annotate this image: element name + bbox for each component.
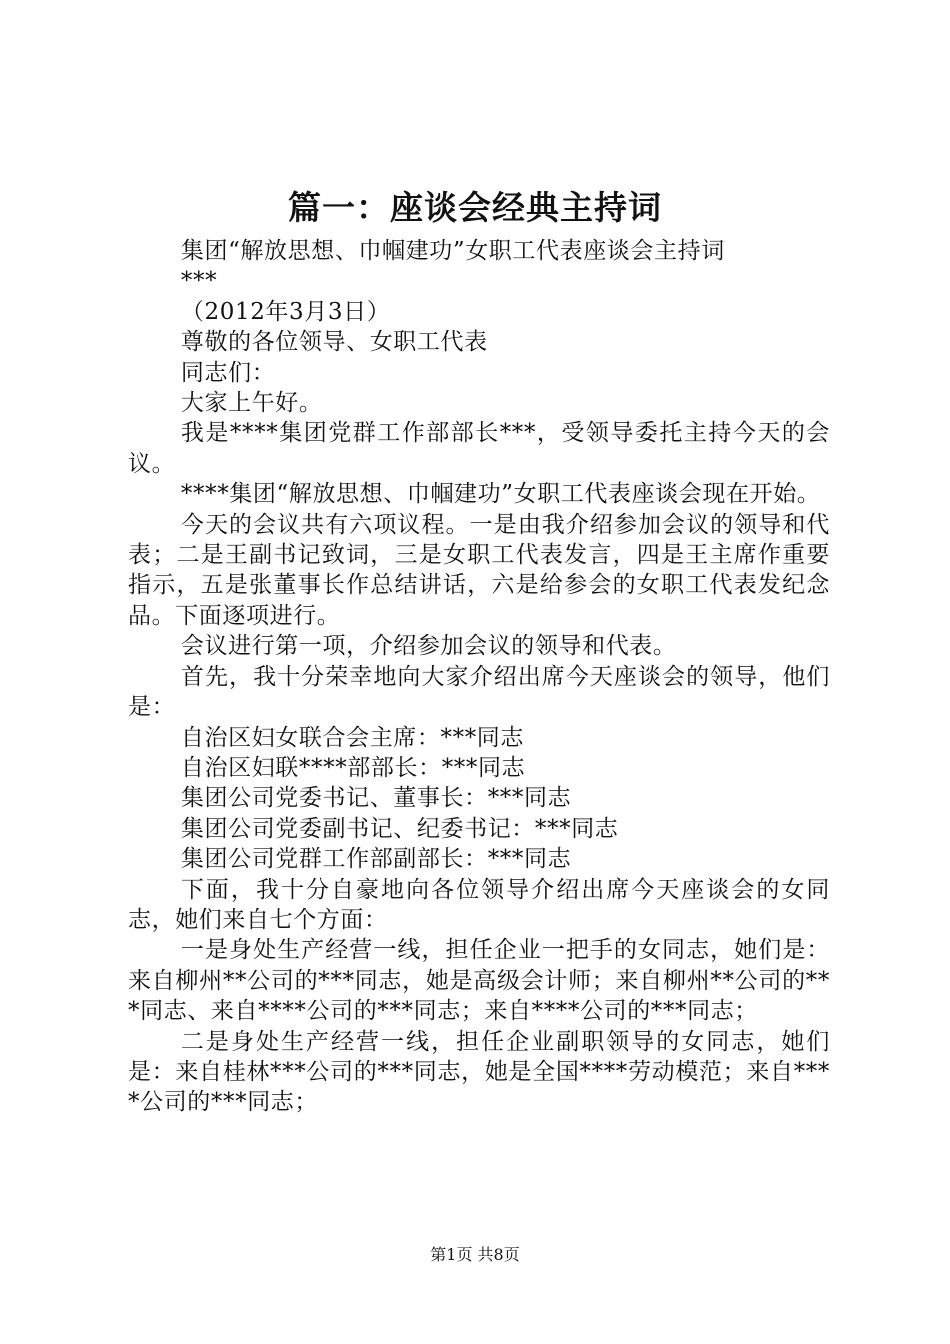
document-body <box>128 236 830 1118</box>
paragraph-leader-2: 自治区妇联****部部长：***同志 <box>180 754 526 781</box>
paragraph-meeting-start: ****集团“解放思想、巾帼建功”女职工代表座谈会现在开始。 <box>180 481 821 508</box>
paragraph-date: （2012年3月3日） <box>180 298 391 325</box>
paragraph-group-one: 一是身处生产经营一线，担任企业一把手的女同志，她们是：来自柳州**公司的***同志，她是高级会计师；来自柳州**公司的***同志、来自****公司的***同志；来自****公司的***同志； <box>128 937 830 1025</box>
paragraph-leaders-intro: 首先，我十分荣幸地向大家介绍出席今天座谈会的领导，他们是： <box>128 663 830 721</box>
page-footer: 第1页 共8页 <box>430 1245 520 1264</box>
paragraph-good-morning: 大家上午好。 <box>180 390 323 417</box>
paragraph-leader-3: 集团公司党委书记、董事长：***同志 <box>180 785 572 812</box>
paragraph-group-two: 二是身处生产经营一线，担任企业副职领导的女同志，她们是：来自桂林***公司的***同志，她是全国****劳动模范；来自****公司的***同志； <box>128 1028 830 1116</box>
paragraph-leader-4: 集团公司党委副书记、纪委书记：***同志 <box>180 815 619 842</box>
paragraph-self-intro: 我是****集团党群工作部部长***，受领导委托主持今天的会议。 <box>128 420 830 477</box>
paragraph-agenda: 今天的会议共有六项议程。一是由我介绍参加会议的领导和代表；二是王副书记致词，三是女职工代表发言，四是王主席作重要指示，五是张董事长作总结讲话，六是给参会的女职工代表发纪念品。下面逐项进行。 <box>128 511 830 629</box>
paragraph-women-intro: 下面，我十分自豪地向各位领导介绍出席今天座谈会的女同志，她们来自七个方面： <box>128 876 830 933</box>
paragraph-item-one: 会议进行第一项，介绍参加会议的领导和代表。 <box>180 633 677 660</box>
document-title: 篇一：座谈会经典主持词 <box>288 188 662 227</box>
paragraph-greeting-leaders: 尊敬的各位领导、女职工代表 <box>180 329 488 356</box>
paragraph-greeting-comrades: 同志们： <box>180 359 276 386</box>
paragraph-host-name: *** <box>180 268 218 295</box>
paragraph-meeting-heading: 集团“解放思想、巾帼建功”女职工代表座谈会主持词 <box>180 238 725 264</box>
paragraph-leader-5: 集团公司党群工作部副部长：***同志 <box>180 846 572 873</box>
paragraph-leader-1: 自治区妇女联合会主席：***同志 <box>180 724 524 751</box>
